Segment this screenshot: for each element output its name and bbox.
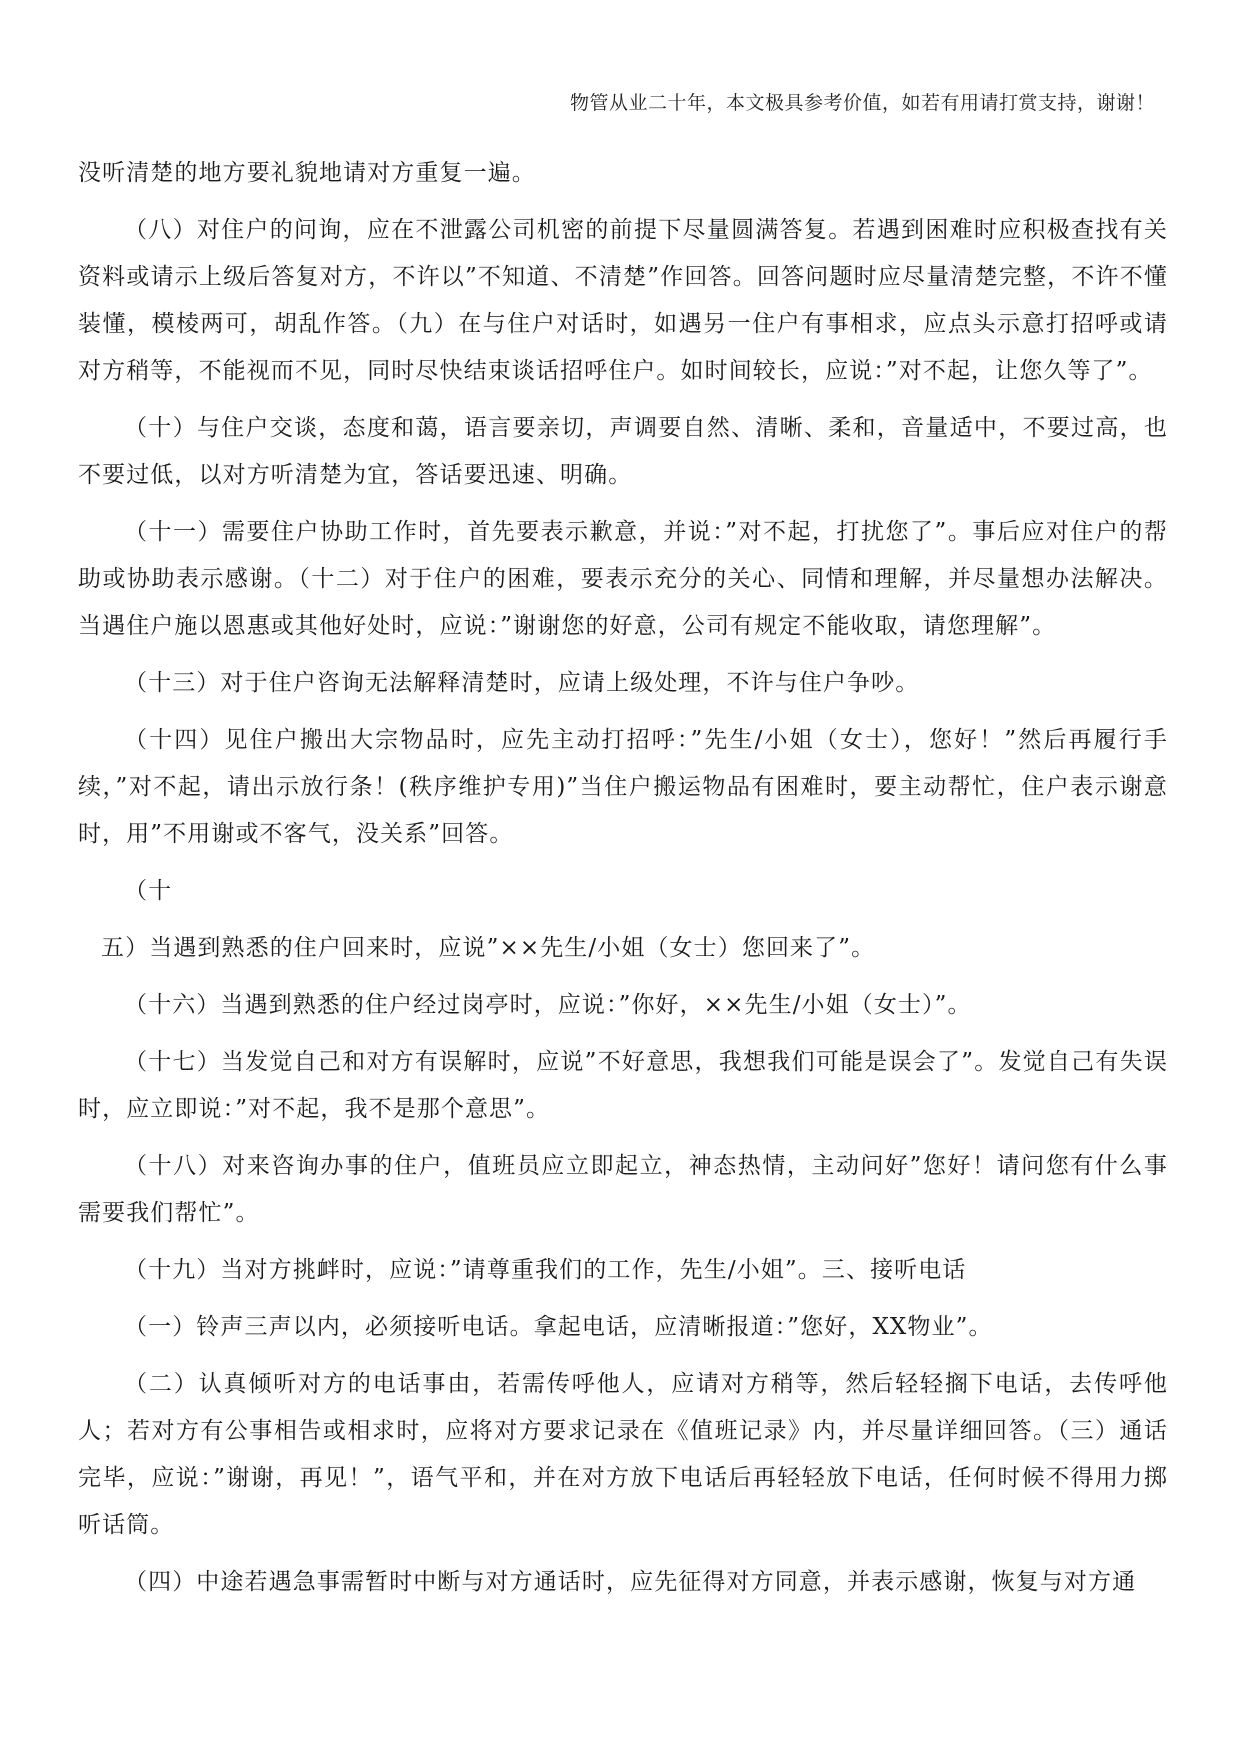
paragraph: （十一）需要住户协助工作时，首先要表示歉意，并说：”对不起，打扰您了”。事后应对住户的帮助或协助表示感谢。（十二）对于住户的困难，要表示充分的关心、同情和理解，并尽量想办法解决。当遇住户施以恩惠或其他好处时，应说：”谢谢您的好意，公司有规定不能收取，请您理解”。 <box>78 519 1168 639</box>
paragraph: （四）中途若遇急事需暂时中断与对方通话时，应先征得对方同意，并表示感谢，恢复与对方通 <box>124 1569 1137 1595</box>
paragraph: （一）铃声三声以内，必须接听电话。拿起电话，应清晰报道：”您好，XX物业”。 <box>124 1314 993 1340</box>
paragraph: （十三）对于住户咨询无法解释清楚时，应请上级处理，不许与住户争吵。 <box>124 670 920 696</box>
page-header-note: 物管从业二十年，本文极具参考价值，如若有用请打赏支持，谢谢！ <box>569 92 1155 114</box>
paragraph: （十 <box>124 878 173 904</box>
paragraph: （二）认真倾听对方的电话事由，若需传呼他人，应请对方稍等，然后轻轻搁下电话，去传呼他人；若对方有公事相告或相求时，应将对方要求记录在《值班记录》内，并尽量详细回答。（三）通话完毕，应说：”谢谢，再见！”，语气平和，并在对方放下电话后再轻轻放下电话，任何时候不得用力掷听话筒。 <box>78 1371 1168 1538</box>
paragraph: （十七）当发觉自己和对方有误解时，应说”不好意思，我想我们可能是误会了”。发觉自己有失误时，应立即说：”对不起，我不是那个意思”。 <box>78 1049 1168 1122</box>
paragraph: 没听清楚的地方要礼貌地请对方重复一遍。 <box>78 160 536 186</box>
paragraph: （十四）见住户搬出大宗物品时，应先主动打招呼：”先生/小姐（女士），您好！”然后再履行手续，”对不起，请出示放行条！(秩序维护专用)”当住户搬运物品有困难时，要主动帮忙，住户表示谢意时，用”不用谢或不客气，没关系”回答。 <box>78 727 1168 847</box>
paragraph: （八）对住户的问询，应在不泄露公司机密的前提下尽量圆满答复。若遇到困难时应积极查找有关资料或请示上级后答复对方，不许以”不知道、不清楚”作回答。回答问题时应尽量清楚完整，不许不懂装懂，模棱两可，胡乱作答。（九）在与住户对话时，如遇另一住户有事相求，应点头示意打招呼或请对方稍等，不能视而不见，同时尽快结束谈话招呼住户。如时间较长，应说：”对不起，让您久等了”。 <box>78 217 1168 384</box>
paragraph: （十九）当对方挑衅时，应说：”请尊重我们的工作，先生/小姐”。三、接听电话 <box>124 1257 967 1283</box>
document-body <box>78 150 1168 1616</box>
paragraph: （十八）对来咨询办事的住户，值班员应立即起立，神态热情，主动问好”您好！请问您有什么事需要我们帮忙”。 <box>78 1153 1168 1226</box>
paragraph: （十六）当遇到熟悉的住户经过岗亭时，应说：”你好，××先生/小姐（女士）”。 <box>124 992 972 1018</box>
paragraph: 五）当遇到熟悉的住户回来时，应说”××先生/小姐（女士）您回来了”。 <box>101 935 876 961</box>
paragraph: （十）与住户交谈，态度和蔼，语言要亲切，声调要自然、清晰、柔和，音量适中，不要过高，也不要过低，以对方听清楚为宜，答话要迅速、明确。 <box>78 415 1168 488</box>
